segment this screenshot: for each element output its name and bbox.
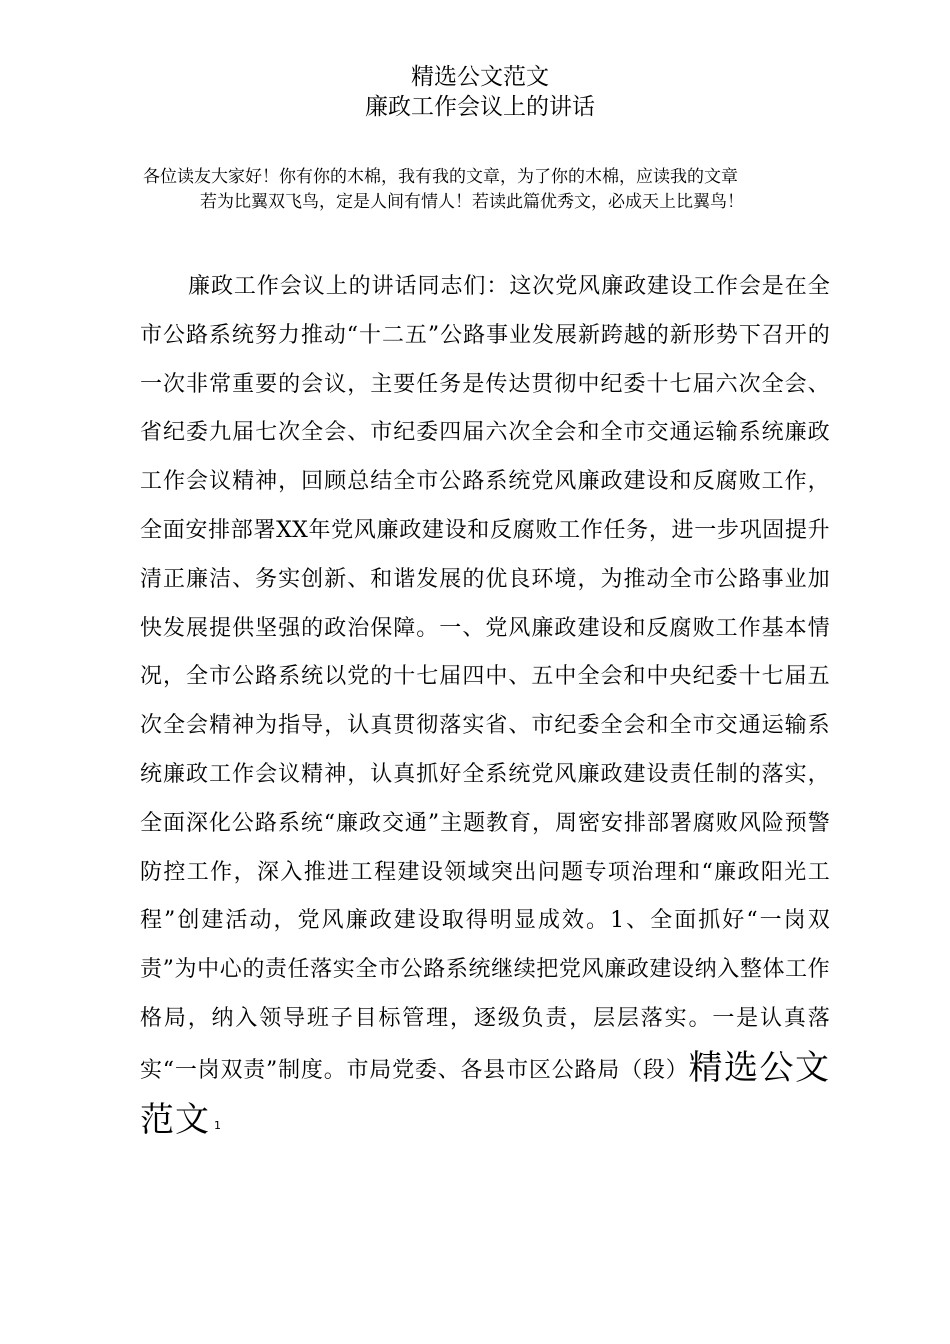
footer-doc-type: 精选公文范文	[140, 1047, 830, 1140]
greeting-line-2: 若为比翼双飞鸟，定是人间有情人！若读此篇优秀文，必成天上比翼鸟！	[200, 192, 744, 212]
header-doc-type: 精选公文范文	[411, 64, 549, 90]
body-text: 廉政工作会议上的讲话同志们：这次党风廉政建设工作会是在全市公路系统努力推动“十二五”公路事业发展新跨越的新形势下召开的一次非常重要的会议，主要任务是传达贯彻中纪委十七届六次全会、省纪委九届七次全会、市纪委四届六次全会和全市交通运输系统廉政工作会议精神，回顾总结全市公路系统党风廉政建设和反腐败工作，全面安排部署XX年党风廉政建设和反腐败工作任务，进一步巩固提升清正廉洁、务实创新、和谐发展的优良环境，为推动全市公路事业加快发展提供坚强的政治保障。一、党风廉政建设和反腐败工作基本情况，全市公路系统以党的十七届四中、五中全会和中央纪委十七届五次全会精神为指导，认真贯彻落实省、市纪委全会和全市交通运输系统廉政工作会议精神，认真抓好全系统党风廉政建设责任制的落实，全面深化公路系统“廉政交通”主题教育，周密安排部署腐败风险预警防控工作，深入推进工程建设领域突出问题专项治理和“廉政阳光工程”创建活动，党风廉政建设取得明显成效。1、全面抓好“一岗双责”为中心的责任落实全市公路系统继续把党风廉政建设纳入整体工作格局，纳入领导班子目标管理，逐级负责，层层落实。一是认真落实“一岗双责”制度。市局党委、各县市区公路局（段）	[140, 274, 830, 1083]
document-header	[0, 62, 950, 122]
page-number: 1	[214, 1118, 222, 1132]
document-title: 廉政工作会议上的讲话	[365, 94, 595, 120]
body-paragraph	[140, 263, 830, 1150]
greeting-line-1: 各位读友大家好！你有你的木棉，我有我的文章，为了你的木棉，应读我的文章	[143, 167, 738, 187]
